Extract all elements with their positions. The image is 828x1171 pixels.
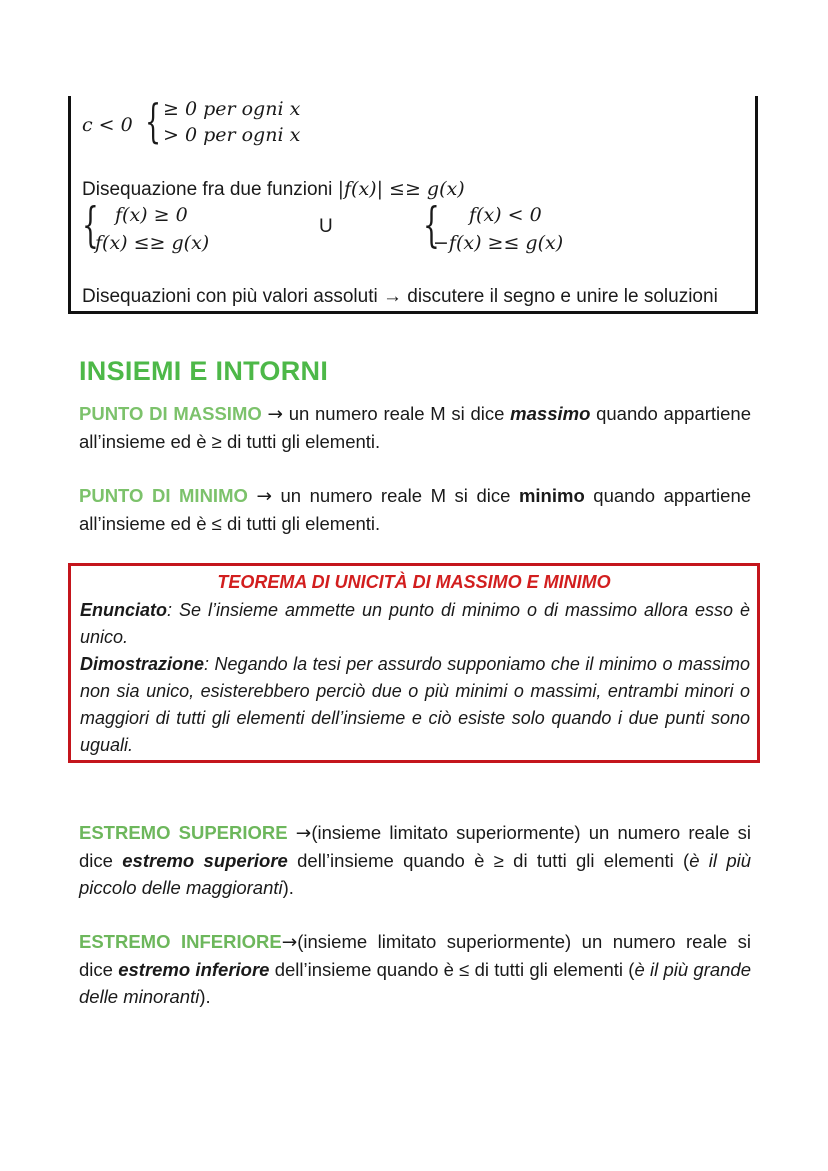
massimo-keyword: massimo xyxy=(510,403,591,424)
arrow-icon: → xyxy=(267,404,283,425)
arrow-icon: → xyxy=(295,823,312,844)
estremo-superiore-term: ESTREMO SUPERIORE xyxy=(79,822,288,843)
two-functions-title: Disequazione fra due funzioni |f(x)| ≤≥ g(x) xyxy=(82,178,465,200)
left-system-case-2: f(x) ≤≥ g(x) xyxy=(95,232,210,254)
right-system-brace: { xyxy=(423,197,440,253)
right-system-case-2: −f(x) ≥≤ g(x) xyxy=(433,232,564,254)
theorem-body xyxy=(80,597,750,759)
arrow-icon: → xyxy=(281,932,298,953)
c-negative-condition: c < 0 xyxy=(82,114,133,136)
multiple-abs-note: Disequazioni con più valori assoluti → discutere il segno e unire le soluzioni xyxy=(82,286,718,307)
theorem-title: TEOREMA DI UNICITÀ DI MASSIMO E MINIMO xyxy=(217,572,611,592)
right-system-case-1: f(x) < 0 xyxy=(469,204,542,226)
c-negative-case-2: > 0 per ogni x xyxy=(163,124,301,146)
proof-label: Dimostrazione xyxy=(80,654,205,674)
massimo-definition: PUNTO DI MASSIMO → un numero reale M si dice massimo quando appartiene all’insieme ed è ≥ di tutti gli elementi. xyxy=(79,403,751,452)
minimo-term: PUNTO DI MINIMO xyxy=(79,485,248,506)
minimo-definition: PUNTO DI MINIMO → un numero reale M si dice minimo quando appartiene all’insieme ed è ≤ di tutti gli elementi. xyxy=(79,485,752,534)
statement-text: : Se l’insieme ammette un punto di minimo o di massimo allora esso è unico. xyxy=(80,600,750,647)
left-brace: { xyxy=(145,94,162,148)
section-title: INSIEMI E INTORNI xyxy=(79,356,329,386)
union-symbol: U xyxy=(319,216,333,237)
theorem-box xyxy=(68,563,760,763)
arrow-icon: → xyxy=(256,486,272,507)
estremo-superiore-note: è il più piccolo delle maggioranti xyxy=(79,850,752,898)
estremo-inferiore-term: ESTREMO INFERIORE xyxy=(79,931,282,952)
estremo-inferiore-definition: ESTREMO INFERIORE→(insieme limitato superiormente) un numero reale si dice estremo inferiore dell’insieme quando è ≤ di tutti gli elementi (è il più grande delle minoranti). xyxy=(79,931,752,1007)
formula-box xyxy=(68,96,758,314)
c-negative-case-1: ≥ 0 per ogni x xyxy=(163,98,301,120)
proof-text: : Negando la tesi per assurdo supponiamo che il minimo o massimo non sia unico, esisterebbero perciò due o più minimi o massimi, entrambi minori o maggiori di tutti gli elementi dell’insieme e ciò esiste solo quando i due punti sono uguali. xyxy=(80,654,750,755)
minimo-keyword: minimo xyxy=(518,485,585,506)
estremo-superiore-definition: ESTREMO SUPERIORE →(insieme limitato superiormente) un numero reale si dice estremo superiore dell’insieme quando è ≥ di tutti gli elementi (è il più piccolo delle maggioranti). xyxy=(79,822,752,898)
massimo-term: PUNTO DI MASSIMO xyxy=(79,403,262,424)
statement-label: Enunciato xyxy=(80,600,168,620)
estremo-superiore-keyword: estremo superiore xyxy=(122,850,288,871)
left-system-case-1: f(x) ≥ 0 xyxy=(115,204,188,226)
estremo-inferiore-keyword: estremo inferiore xyxy=(118,959,270,980)
left-system-brace: { xyxy=(82,197,99,253)
estremo-inferiore-note: è il più grande delle minoranti xyxy=(79,959,752,1007)
